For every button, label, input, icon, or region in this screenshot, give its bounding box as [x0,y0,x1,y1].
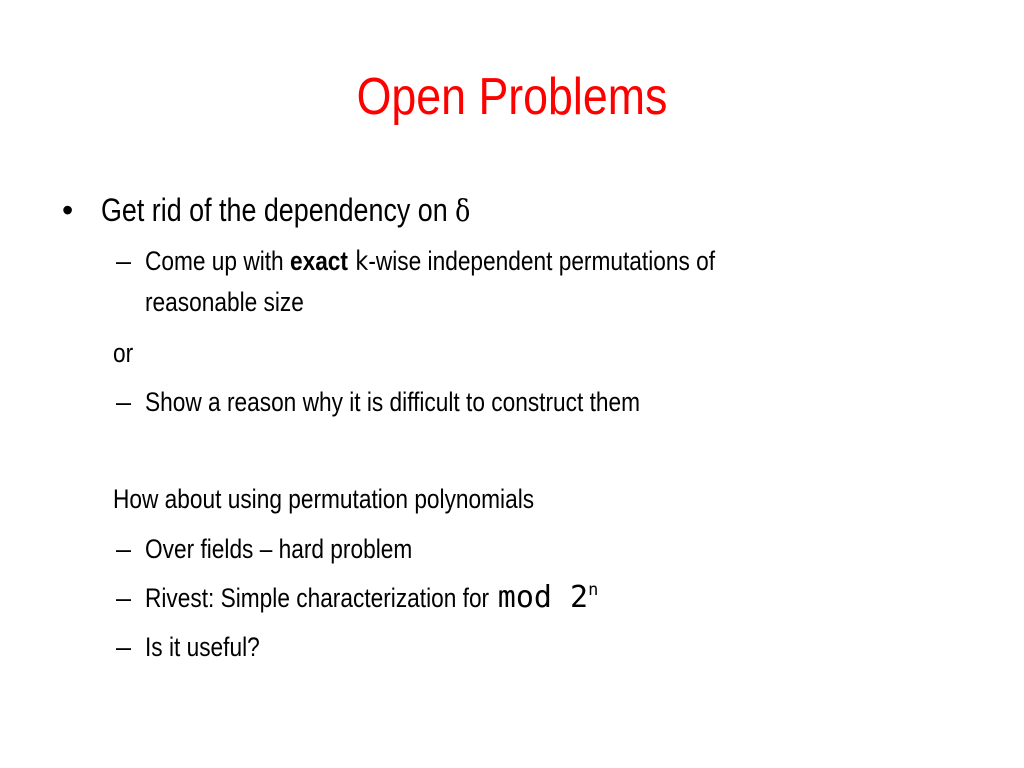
how-about-text: How about using permutation polynomials [113,484,535,514]
main-bullet-label: Get rid of the dependency on [101,192,456,228]
or-text: or [113,338,134,368]
sub-item-exact-continuation: reasonable size [145,287,304,317]
dash-marker: – [116,387,132,417]
sub-item-useful: Is it useful? [145,632,260,662]
bullet-marker: • [62,192,74,228]
slide-title: Open Problems [356,68,668,126]
dash-marker: – [116,246,132,276]
sub-item-reason: Show a reason why it is difficult to construct them [145,387,640,417]
k-variable: k [347,246,369,277]
main-bullet-text [101,190,470,232]
dash-marker: – [116,632,132,662]
mod-exponent: n [587,580,599,600]
sub-item-fields: Over fields – hard problem [145,534,413,564]
sub-item-exact-bold: exact [289,246,348,276]
sub-item-exact-suffix: -wise independent permutations of [368,246,716,276]
dash-marker: – [116,534,132,564]
mod-expression [498,580,599,616]
sub-item-exact-prefix: Come up with [145,246,290,276]
mod-base: mod 2 [497,580,588,615]
dash-marker: – [116,583,132,613]
sub-item-rivest-label: Rivest: Simple characterization for [145,583,490,613]
delta-symbol: δ [455,194,471,229]
sub-item-rivest [145,580,599,616]
sub-item-exact [145,243,715,280]
